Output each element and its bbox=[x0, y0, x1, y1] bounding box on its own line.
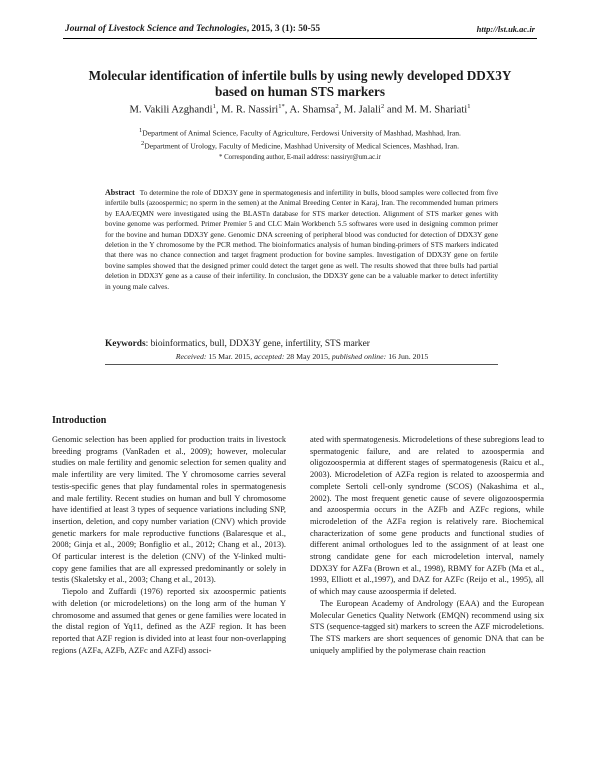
article-dates: Received: 15 Mar. 2015, accepted: 28 May 2015, published online: 16 Jun. 2015 bbox=[175, 352, 429, 361]
body-column-right bbox=[310, 434, 544, 656]
header-rule bbox=[63, 38, 537, 39]
body-column-left bbox=[52, 434, 286, 656]
author: M. R. Nassiri bbox=[221, 104, 279, 116]
paper-title bbox=[40, 68, 560, 100]
running-header bbox=[65, 24, 535, 38]
abstract-separator bbox=[105, 364, 498, 365]
author: A. Shamsa bbox=[289, 104, 336, 116]
section-heading-introduction: Introduction bbox=[52, 415, 107, 426]
author: M. Vakili Azghandi bbox=[129, 104, 213, 116]
journal-citation: , 2015, 3 (1): 50-55 bbox=[246, 24, 321, 34]
accepted-date: 28 May 2015 bbox=[286, 352, 328, 361]
received-date: 15 Mar. 2015 bbox=[208, 352, 251, 361]
affiliation-2: $^2$Department of Urology, Faculty of Medicine, Mashhad University of Medical Sciences, Mashhad, Iran. bbox=[140, 140, 460, 151]
paragraph: Tiepolo and Zuffardi (1976) reported six azoospermic patients with deletion (or microdeletions) on the long arm of the human Y chromosome and assumed that genes or gene families were located in the distal region of Yq11, defined as the AZF region. It has been reported that AZF region is divided into at least four non-overlapping regions (AZFa, AZFb, AZFc and AZFd) associ- bbox=[52, 587, 286, 655]
journal-url[interactable]: http://lst.uk.ac.ir bbox=[476, 24, 535, 34]
keywords-text: : bioinformatics, bull, DDX3Y gene, infertility, STS marker bbox=[145, 339, 370, 349]
journal-name: Journal of Livestock Science and Technologies, 2015, 3 (1): 50-55 bbox=[65, 24, 321, 34]
published-date: 16 Jun. 2015 bbox=[388, 352, 429, 361]
paragraph: The European Academy of Andrology (EAA) and the European Molecular Genetics Quality Network (EMQN) recommend using six STS (sequence-tagged sit) markers to screen the AZF microdeletions. The STS markers are short sequences of genomic DNA that can be uniquely amplified by the polymerase chain reaction bbox=[310, 598, 544, 655]
title-line-2: based on human STS markers bbox=[214, 84, 385, 99]
keywords-label: Keywords bbox=[105, 339, 146, 349]
author-list: M. Vakili Azghandi$^1$, M. R. Nassiri$^{1*}$, A. Shamsa$^2$, M. Jalali$^2$ and M. M. Shariati$^1$ bbox=[129, 103, 471, 116]
abstract-label: Abstract bbox=[105, 188, 135, 197]
paragraph: Genomic selection has been applied for production traits in livestock breeding programs (VanRaden et al., 2009); however, molecular studies on male fertility and genomic selection for semen quality and male infertility are very limited. The Y chromosome carries several testis-specific genes that play fundamental roles in spermatogenesis and male fertility. Recent studies on human and bull Y chromosome have identified at least 3 types of sequence variations including SNP, insertion, deletion, and copy number variation (CNV) which provide genetic markers for male reproductive functions (Balaresque et al., 2008; Ginja et al., 2009; Bonfiglio et al., 2012; Chang et al., 2013). Of particular interest is the deletion (CNV) of the Y-linked multi-copy gene families that are all expressed predominantly or solely in testis (Skaletsky et al., 2003; Chang et al., 2013). bbox=[52, 435, 286, 585]
corresponding-author: * Corresponding author, E-mail address: nassiryr@um.ac.ir bbox=[219, 154, 381, 161]
title-line-1: Molecular identification of infertile bulls by using newly developed DDX3Y bbox=[88, 68, 512, 83]
affiliation-1: $^1$Department of Animal Science, Faculty of Agriculture, Ferdowsi University of Mashhad, Mashhad, Iran. bbox=[139, 127, 461, 138]
abstract-text: To determine the role of DDX3Y gene in spermatogenesis and infertility in bulls, blood samples were collected from five infertile bulls (azoospermic; no sperm in the semen) at the Animal Breeding Center in Karaj, Iran. The recommended human primers by EAA/EQMN were investigated using the BLASTn database for STS marker detection. Alignment of STS marker genes with bovine genome was performed. Primer Premier 5 and CLC Main Workbench 5.5 softwares were used in designing common primer for the bovine and human DDX3Y gene. Genomic DNA screening of peripheral blood was conducted for detection of DDX3Y gene deletion in the Y chromosome by the PCR method. The bioinformatics analysis of human binding-primers of STS markers indicated that there was no chance connection and target fragment production for bovine samples. Investigation of DDX3Y gene on fertile bovine samples showed that the designed primer could detect the target gene as well. The results showed that three bulls had partial deletion in DDX3Y gene as a cause of their infertility. In conclusion, the DDX3Y gene can be a valuable marker to detect infertility in young male calves. bbox=[105, 188, 498, 291]
author: M. Jalali bbox=[343, 104, 381, 116]
keywords bbox=[105, 339, 505, 350]
author: M. M. Shariati bbox=[404, 104, 468, 116]
abstract bbox=[105, 188, 498, 292]
paragraph: ated with spermatogenesis. Microdeletions of these subregions lead to spermatogenic failure, and are related to azoospermia and oligozoospermia at different stages of spermatogenesis (Raicu et al., 2003). Microdeletion of AZFa region is related to azoospermia and complete Sertoli cell-only syndrome (SCOS) (Nakashima et al., 2002). The most frequent genetic cause of severe oligozoospermia and azoospermia occurs in the AZFb and AZFc regions, while microdeletion of the AZFa region is relatively rare. Biochemical characterization of some gene products and functional studies of different animal orthologues led to the assignment of at least one strong candidate gene for each microdeletion interval, namely DDX3Y for AZFa (Brown et al., 1998), RBMY for AZFb (Ma et al., 1993, Elliott et al.,1997), and DAZ for AZFc (Reijo et al., 1995), all of which may cause azoospermia if deleted. bbox=[310, 435, 544, 597]
